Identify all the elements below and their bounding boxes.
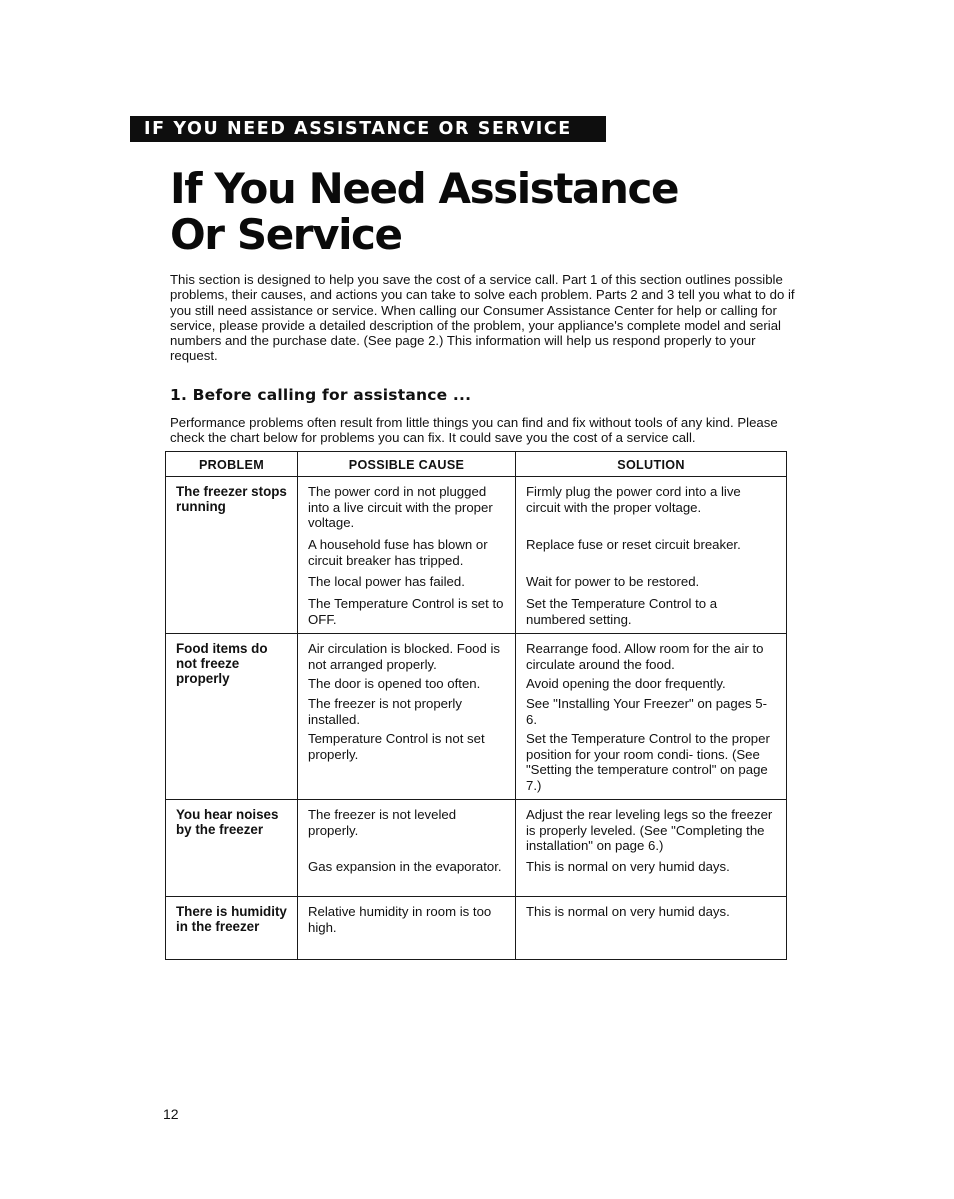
cause-entry: Relative humidity in room is too high. xyxy=(308,904,492,935)
section-banner: IF YOU NEED ASSISTANCE OR SERVICE xyxy=(130,116,606,142)
cause-cell xyxy=(298,634,516,800)
chart-header-row xyxy=(166,452,787,477)
table-row xyxy=(166,477,787,634)
intro-paragraph: This section is designed to help you save the cost of a service call. Part 1 of this section outlines possible problems, their causes, and actions you can take to solve each problem. Parts 2 and 3 tell you what to do if you still need assistance or service. When calling our Consumer Assistance Center for help or calling for service, please provide a detailed description of the problem, your appliance's complete model and serial numbers and the purchase date. (See page 2.) This information will help us respond properly to your request. xyxy=(170,272,795,364)
cause-entry: The local power has failed. xyxy=(308,574,465,589)
cause-entry: Temperature Control is not set properly. xyxy=(308,731,485,762)
solution-cell xyxy=(516,477,787,634)
solution-entry: This is normal on very humid days. xyxy=(526,859,730,874)
solution-entry: This is normal on very humid days. xyxy=(526,904,730,919)
section-1-heading: 1. Before calling for assistance ... xyxy=(170,386,472,404)
solution-entry: Firmly plug the power cord into a live circuit with the proper voltage. xyxy=(526,484,741,515)
solution-cell xyxy=(516,634,787,800)
problem-cell: Food items do not freeze properly xyxy=(166,634,298,800)
section-1-lead: Performance problems often result from little things you can find and fix without tools of any kind. Please check the chart below for problems you can fix. It could save you the cost of a service call. xyxy=(170,415,778,446)
cause-cell xyxy=(298,897,516,960)
problem-column-header: PROBLEM xyxy=(166,452,298,477)
cause-entry: The freezer is not properly installed. xyxy=(308,696,462,727)
solution-cell xyxy=(516,800,787,897)
cause-cell xyxy=(298,800,516,897)
page-title-line-2: Or Service xyxy=(170,210,402,259)
problem-cell: The freezer stops running xyxy=(166,477,298,634)
solution-entry: Avoid opening the door frequently. xyxy=(526,676,726,691)
table-row xyxy=(166,634,787,800)
cause-column-header: POSSIBLE CAUSE xyxy=(298,452,516,477)
cause-entry: The door is opened too often. xyxy=(308,676,481,691)
problem-cell: There is humidity in the freezer xyxy=(166,897,298,960)
cause-entry: A household fuse has blown or circuit breaker has tripped. xyxy=(308,537,488,568)
solution-cell xyxy=(516,897,787,960)
solution-entry: Wait for power to be restored. xyxy=(526,574,700,589)
solution-entry: Set the Temperature Control to a numbered setting. xyxy=(526,596,718,627)
solution-entry: See "Installing Your Freezer" on pages 5-6. xyxy=(526,696,768,727)
table-row xyxy=(166,800,787,897)
solution-entry: Adjust the rear leveling legs so the freezer is properly leveled. (See "Completing the installation" on page 6.) xyxy=(526,807,773,853)
cause-entry: The power cord in not plugged into a live circuit with the proper voltage. xyxy=(308,484,493,530)
solution-entry: Rearrange food. Allow room for the air to circulate around the food. xyxy=(526,641,764,672)
solution-column-header: SOLUTION xyxy=(516,452,787,477)
cause-entry: The Temperature Control is set to OFF. xyxy=(308,596,504,627)
page-title xyxy=(170,166,678,258)
cause-cell xyxy=(298,477,516,634)
cause-entry: Gas expansion in the evaporator. xyxy=(308,859,502,874)
page-number: 12 xyxy=(163,1106,179,1122)
page-title-line-1: If You Need Assistance xyxy=(170,164,679,213)
troubleshooting-chart xyxy=(165,451,787,960)
cause-entry: Air circulation is blocked. Food is not arranged properly. xyxy=(308,641,501,672)
problem-cell: You hear noises by the freezer xyxy=(166,800,298,897)
cause-entry: The freezer is not leveled properly. xyxy=(308,807,457,838)
solution-entry: Set the Temperature Control to the proper position for your room condi- tions. (See "Setting the temperature control" on page 7.) xyxy=(526,731,770,793)
solution-entry: Replace fuse or reset circuit breaker. xyxy=(526,537,741,552)
table-row xyxy=(166,897,787,960)
